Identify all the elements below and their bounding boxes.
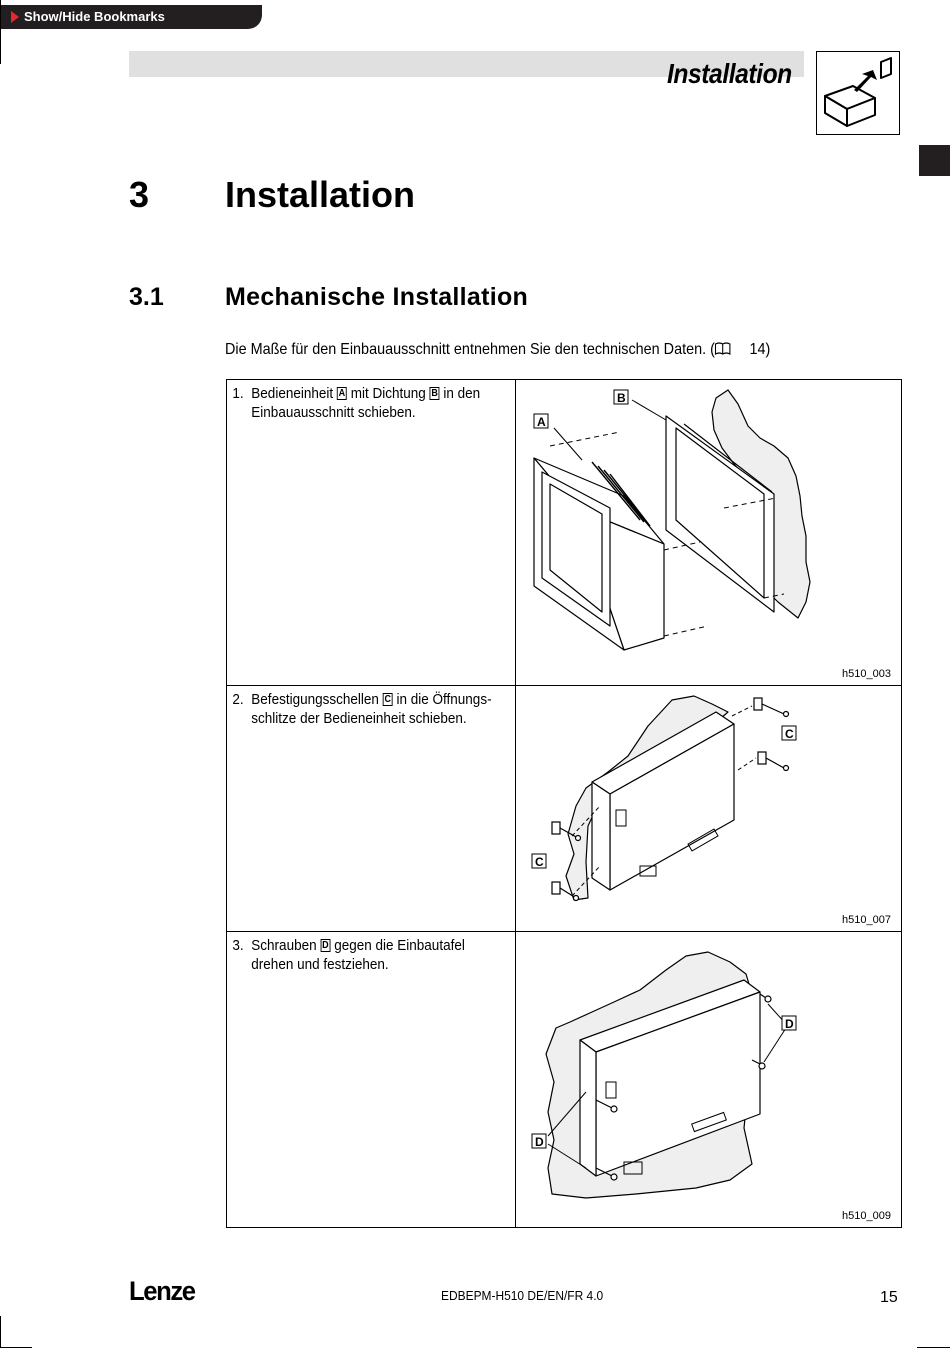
- key-label: C: [384, 694, 391, 705]
- screw-tightening-illustration: [516, 932, 902, 1226]
- figure-id: h510_007: [842, 914, 891, 926]
- step-instruction: Befestigungsschellen C in die Öffnungs-schlitze der Bedieneinheit schieben.: [251, 691, 492, 727]
- crop-mark: [0, 1316, 1, 1348]
- figure-id: h510_003: [842, 668, 891, 680]
- step-number: 1.: [232, 385, 244, 402]
- key-label: D: [322, 940, 329, 951]
- show-hide-bookmarks-button[interactable]: [0, 5, 262, 29]
- step-number: 3.: [232, 937, 244, 954]
- step-text-cell: [227, 932, 516, 1228]
- svg-text:D: D: [535, 1135, 544, 1149]
- brand-logo: Lenze: [129, 1276, 195, 1306]
- header-title: Installation: [667, 58, 792, 89]
- section-title: Mechanische Installation: [225, 283, 529, 311]
- intro-text: Die Maße für den Einbauausschnitt entnehmen Sie den technischen Daten. (: [225, 341, 715, 358]
- clip-insertion-illustration: [516, 686, 902, 930]
- document-code: EDBEPM-H510 DE/EN/FR 4.0: [441, 1288, 604, 1303]
- step-figure-cell: [516, 380, 902, 686]
- step-row: [227, 932, 902, 1228]
- step-text-cell: [227, 380, 516, 686]
- key-label: A: [338, 388, 346, 399]
- play-arrow-icon: [11, 11, 19, 23]
- chapter-title: Installation: [225, 174, 416, 215]
- svg-text:D: D: [785, 1017, 794, 1031]
- step-instruction: Bedieneinheit A mit Dichtung B in den Einbauausschnitt schieben.: [251, 385, 481, 421]
- step-text-cell: [227, 686, 516, 932]
- svg-text:A: A: [537, 415, 546, 429]
- svg-text:C: C: [785, 727, 794, 741]
- chapter-number: 3: [129, 174, 150, 215]
- intro-paragraph: [225, 341, 770, 360]
- installation-steps-table: [226, 379, 902, 1228]
- page-number: 15: [880, 1289, 898, 1306]
- key-label: B: [431, 388, 438, 399]
- step-row: [227, 686, 902, 932]
- chapter-tab-marker: [919, 145, 950, 176]
- svg-text:C: C: [535, 855, 544, 869]
- book-reference-icon: [715, 342, 731, 360]
- crop-mark: [0, 0, 1, 64]
- step-figure-cell: [516, 932, 902, 1228]
- panel-and-seal-illustration: [516, 380, 902, 684]
- step-instruction: Schrauben D gegen die Einbautafel drehen und festziehen.: [251, 937, 465, 973]
- section-number: 3.1: [129, 283, 164, 311]
- bookmarks-button-label: Show/Hide Bookmarks: [24, 9, 165, 24]
- page-reference-link[interactable]: 14): [749, 341, 771, 358]
- figure-id: h510_009: [842, 1210, 891, 1222]
- step-row: [227, 380, 902, 686]
- svg-text:B: B: [617, 391, 626, 405]
- step-figure-cell: [516, 686, 902, 932]
- installation-icon: [816, 51, 900, 135]
- step-number: 2.: [232, 691, 244, 708]
